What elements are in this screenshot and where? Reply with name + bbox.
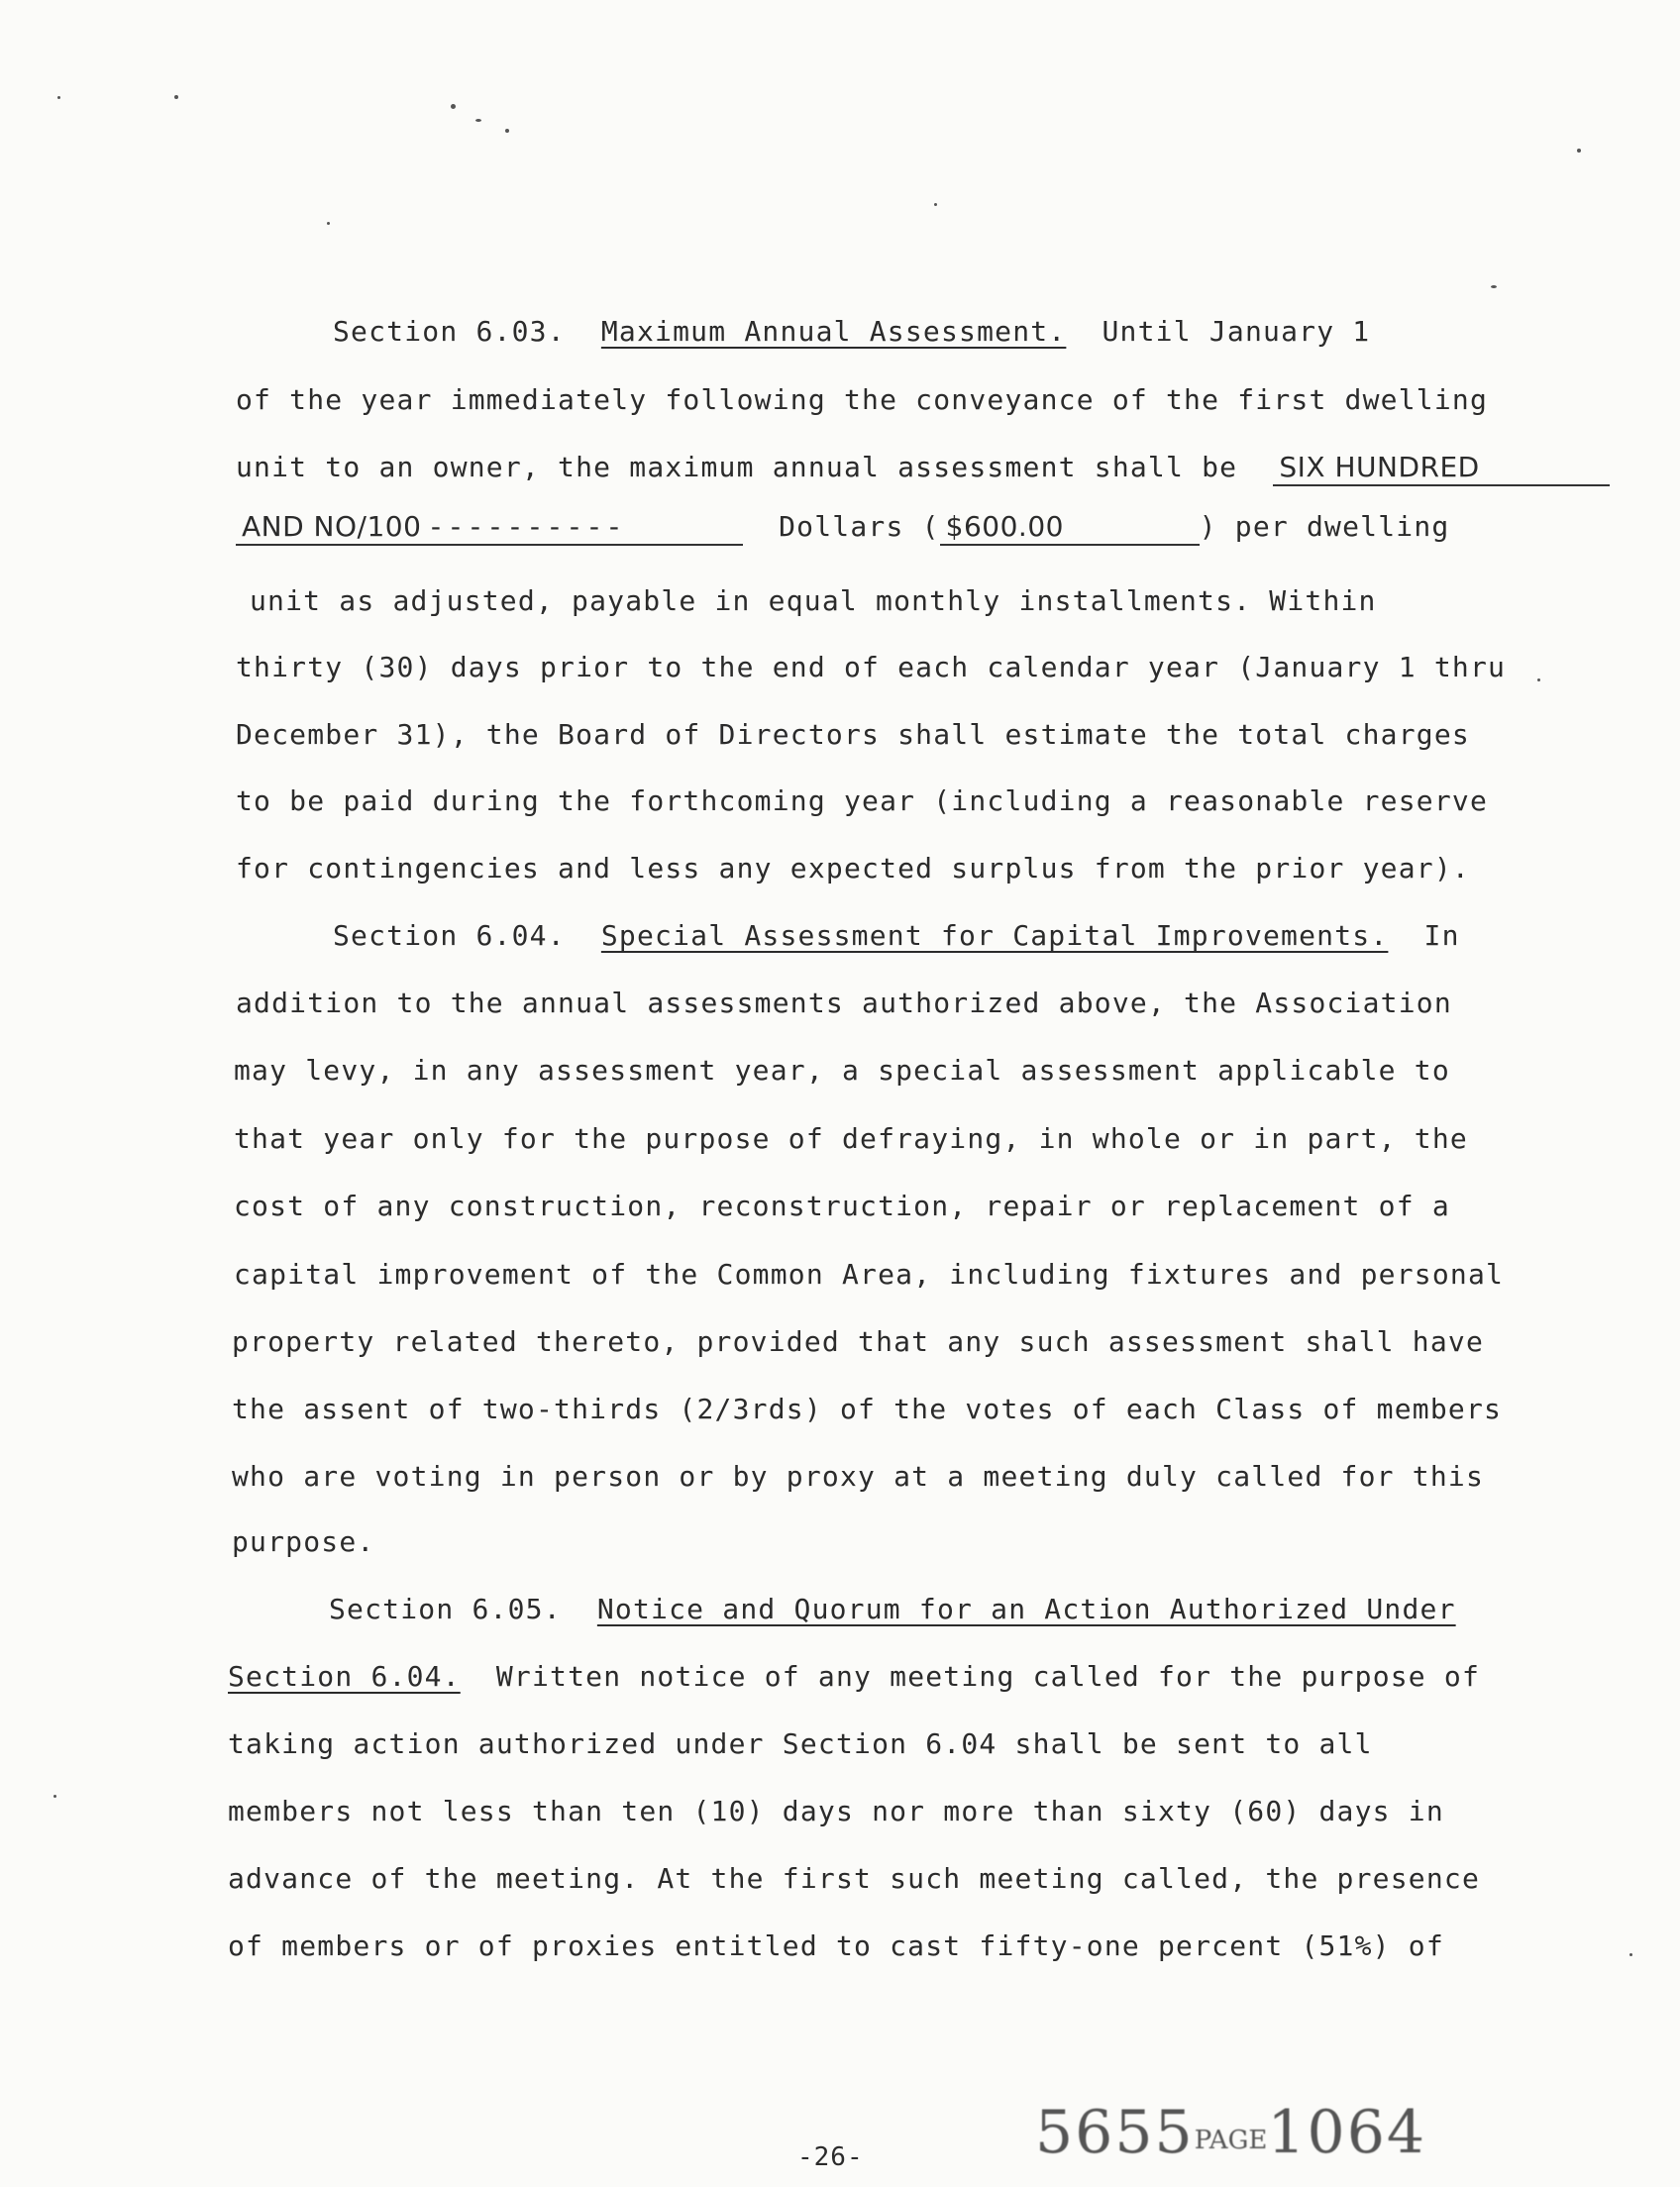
sec603-line-7: December 31), the Board of Directors shall estimate the total charges <box>236 718 1470 751</box>
sec603-line-6: thirty (30) days prior to the end of each calendar year (January 1 thru <box>236 651 1507 683</box>
sec603-heading-number: Section 6.03. <box>333 315 566 348</box>
sec605-line-5: advance of the meeting. At the first such meeting called, the presence <box>228 1862 1481 1895</box>
per-dwelling-label: ) per dwelling <box>1199 510 1450 543</box>
scan-speck <box>57 96 60 99</box>
sec605-heading-title-2: Section 6.04. <box>228 1660 461 1693</box>
stamp-page-number: 1064 <box>1267 2098 1427 2167</box>
scan-speck <box>1491 285 1497 288</box>
amount-words-field-1: SIX HUNDRED <box>1273 451 1610 486</box>
sec605-line-2 <box>228 1660 1480 1694</box>
sec603-line-3 <box>236 451 1610 486</box>
amount-words-field-2: AND NO/100 - - - - - - - - - - <box>236 510 743 546</box>
sec605-heading-number: Section 6.05. <box>329 1593 562 1625</box>
scan-speck <box>53 1795 56 1798</box>
sec604-heading-number: Section 6.04. <box>333 919 566 952</box>
sec605-line-1 <box>329 1593 1456 1626</box>
scan-speck <box>174 95 178 99</box>
sec605-heading-title-1: Notice and Quorum for an Action Authorized Under <box>596 1593 1456 1625</box>
stamp-book-number: 5655 <box>1035 2098 1195 2167</box>
sec605-line-4: members not less than ten (10) days nor more than sixty (60) days in <box>228 1795 1444 1827</box>
dollars-label: Dollars ( <box>779 510 940 543</box>
sec604-line-3: may levy, in any assessment year, a special assessment applicable to <box>234 1054 1450 1087</box>
sec605-line-3: taking action authorized under Section 6.04 shall be sent to all <box>228 1727 1373 1760</box>
sec604-line-2: addition to the annual assessments authorized above, the Association <box>236 987 1452 1019</box>
sec604-line-9: who are voting in person or by proxy at a meeting duly called for this <box>232 1460 1485 1493</box>
sec604-line-10: purpose. <box>232 1525 375 1558</box>
sec603-line-4 <box>236 510 1449 546</box>
sec604-line-5: cost of any construction, reconstruction, repair or replacement of a <box>234 1190 1450 1222</box>
stamp-page-label: PAGE <box>1194 2126 1268 2155</box>
sec605-line-6: of members or of proxies entitled to cast fifty-one percent (51%) of <box>228 1929 1444 1962</box>
sec604-line-1 <box>333 919 1460 953</box>
sec603-line-1-tail: Until January 1 <box>1102 315 1371 348</box>
scan-speck <box>1537 678 1540 681</box>
scan-speck <box>1577 149 1581 153</box>
sec603-heading-title: Maximum Annual Assessment. <box>600 315 1067 348</box>
sec604-line-8: the assent of two-thirds (2/3rds) of the votes of each Class of members <box>232 1393 1503 1425</box>
scan-speck <box>505 129 509 133</box>
scan-speck <box>327 222 330 225</box>
scan-speck <box>451 104 456 109</box>
sec603-line-8: to be paid during the forthcoming year (including a reasonable reserve <box>236 784 1489 817</box>
sec603-line-2: of the year immediately following the conveyance of the first dwelling <box>236 383 1489 416</box>
sec603-line-1 <box>333 315 1370 349</box>
sec603-line-9: for contingencies and less any expected surplus from the prior year). <box>236 852 1470 885</box>
sec604-line-4: that year only for the purpose of defraying, in whole or in part, the <box>234 1122 1468 1155</box>
scan-speck <box>1629 1953 1632 1956</box>
recording-stamp <box>1035 2098 1426 2167</box>
sec603-line-5: unit as adjusted, payable in equal monthly installments. Within <box>250 584 1377 617</box>
sec604-line-6: capital improvement of the Common Area, including fixtures and personal <box>234 1258 1505 1291</box>
sec605-line-2-tail: Written notice of any meeting called for the purpose of <box>495 1660 1481 1693</box>
amount-numeric-field: $600.00 <box>940 510 1200 546</box>
page-number: -26- <box>797 2142 864 2172</box>
sec604-heading-title: Special Assessment for Capital Improvements. <box>600 919 1389 952</box>
sec604-line-1-tail: In <box>1423 919 1460 952</box>
scan-speck <box>934 203 937 206</box>
scan-speck <box>475 119 481 122</box>
sec604-line-7: property related thereto, provided that any such assessment shall have <box>232 1325 1485 1358</box>
sec603-line-3-text: unit to an owner, the maximum annual assessment shall be <box>236 451 1238 483</box>
